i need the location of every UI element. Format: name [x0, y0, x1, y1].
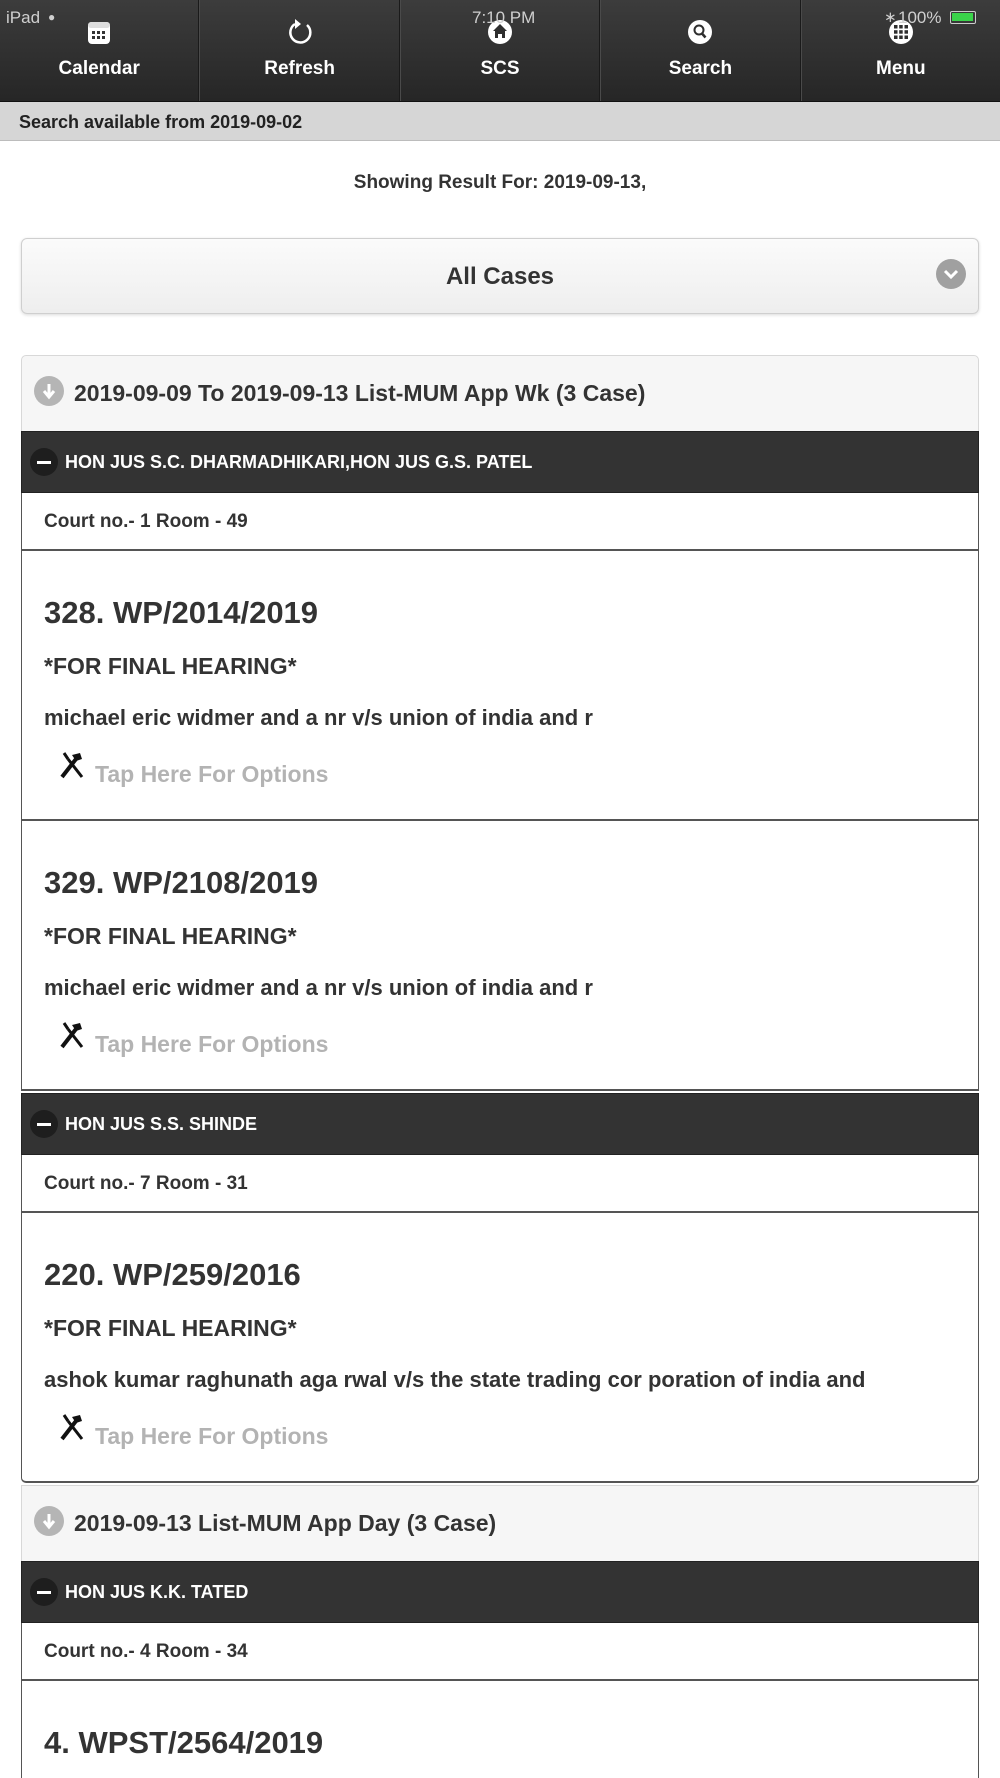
wifi-icon: ●: [48, 10, 56, 24]
search-icon: [686, 18, 714, 46]
collapse-icon: [30, 448, 58, 476]
court-room-text: Court no.- 7 Room - 31: [44, 1173, 248, 1194]
refresh-icon: [286, 18, 314, 46]
nav-search-label: Search: [668, 58, 733, 79]
nav-calendar-label: Calendar: [58, 58, 140, 79]
case-parties: ashok kumar raghunath aga rwal v/s the state trading cor poration of india and: [44, 1367, 866, 1392]
list-group-header[interactable]: [21, 355, 979, 433]
tap-for-options-link[interactable]: Tap Here For Options: [95, 1423, 329, 1449]
bench-judges: HON JUS S.S. SHINDE: [65, 1114, 258, 1134]
list-group-title: 2019-09-09 To 2019-09-13 List-MUM App Wk (3 Case): [74, 380, 646, 406]
tap-for-options-link[interactable]: Tap Here For Options: [95, 761, 329, 787]
bench-header[interactable]: [21, 1561, 979, 1623]
list-group-title: 2019-09-13 List-MUM App Day (3 Case): [74, 1510, 497, 1536]
case-item[interactable]: [21, 821, 979, 1091]
bluetooth-icon: ∗: [884, 9, 897, 26]
status-bar: [0, 0, 1000, 27]
status-time: 7:10 PM: [472, 8, 536, 27]
status-battery: 100%: [898, 8, 942, 27]
case-type: *FOR FINAL HEARING*: [44, 1315, 297, 1341]
tap-for-options-link[interactable]: Tap Here For Options: [95, 1031, 329, 1057]
court-room: [21, 1155, 979, 1213]
case-filter-value: All Cases: [445, 263, 555, 290]
case-type: *FOR FINAL HEARING*: [44, 653, 297, 679]
tools-icon: [58, 1019, 86, 1051]
collapse-icon: [30, 1110, 58, 1138]
arrow-down-circle-icon: [34, 1506, 64, 1536]
list-group-header[interactable]: [21, 1485, 979, 1563]
case-parties: michael eric widmer and a nr v/s union of india and r: [44, 705, 593, 730]
case-parties: michael eric widmer and a nr v/s union of india and r: [44, 975, 593, 1000]
case-item[interactable]: [21, 551, 979, 821]
case-type: *FOR FINAL HEARING*: [44, 923, 297, 949]
battery-icon: [950, 11, 976, 24]
court-room-text: Court no.- 1 Room - 49: [44, 511, 248, 532]
tools-icon: [58, 749, 86, 781]
case-item[interactable]: [21, 1213, 979, 1483]
chevron-down-icon: [936, 259, 966, 289]
tools-icon: [58, 1411, 86, 1443]
availability-text: Search available from 2019-09-02: [19, 112, 303, 132]
bench-judges: HON JUS S.C. DHARMADHIKARI,HON JUS G.S. PATEL: [65, 452, 533, 472]
court-room: [21, 1623, 979, 1681]
arrow-down-circle-icon: [34, 376, 64, 406]
bench-judges: HON JUS K.K. TATED: [65, 1582, 249, 1602]
court-room: [21, 493, 979, 551]
bench-header[interactable]: [21, 1093, 979, 1155]
calendar-icon: [85, 18, 113, 46]
case-number: 329. WP/2108/2019: [44, 865, 319, 900]
nav-scs-label: SCS: [480, 58, 520, 79]
case-filter-select[interactable]: [21, 238, 979, 314]
nav-refresh-label: Refresh: [264, 58, 335, 79]
case-item[interactable]: [21, 1681, 979, 1778]
court-room-text: Court no.- 4 Room - 34: [44, 1641, 248, 1662]
case-number: 4. WPST/2564/2019: [44, 1725, 324, 1760]
case-number: 220. WP/259/2016: [44, 1257, 301, 1292]
collapse-icon: [30, 1578, 58, 1606]
top-navigation-bar: [0, 0, 1000, 102]
bench-header[interactable]: [21, 431, 979, 493]
nav-menu-label: Menu: [876, 58, 926, 79]
availability-banner: [0, 102, 1000, 141]
status-carrier: iPad: [6, 8, 41, 27]
case-number: 328. WP/2014/2019: [44, 595, 319, 630]
showing-result-text: Showing Result For: 2019-09-13,: [353, 172, 647, 193]
